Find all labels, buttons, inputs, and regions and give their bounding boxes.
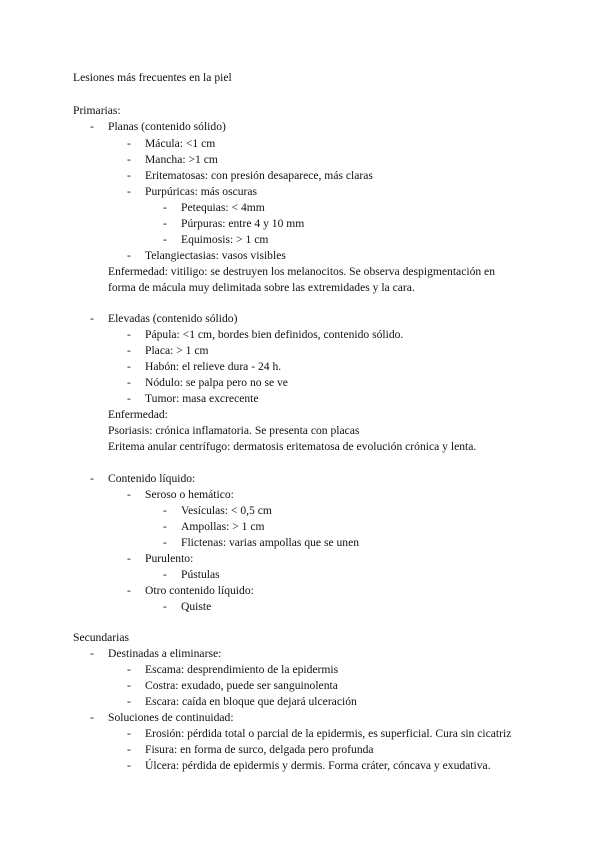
bullet-dash: - [127,249,131,262]
item-text: Placa: > 1 cm [145,344,209,357]
bullet-dash: - [127,552,131,565]
bullet-dash: - [127,344,131,357]
item-text: Mácula: <1 cm [145,137,216,150]
bullet-dash: - [127,679,131,692]
paragraph-line: Enfermedad: [108,408,168,421]
bullet-dash: - [127,695,131,708]
bullet-dash: - [127,584,131,597]
paragraph-line: forma de mácula muy delimitada sobre las extremidades y la cara. [108,281,415,294]
bullet-dash: - [127,360,131,373]
section-heading-primarias: Primarias: [73,104,121,117]
bullet-dash: - [127,743,131,756]
item-text: Quiste [181,600,212,613]
item-text: Tumor: masa excrecente [145,392,259,405]
item-text: Costra: exudado, puede ser sanguinolenta [145,679,338,692]
bullet-dash: - [90,647,94,660]
bullet-dash: - [127,185,131,198]
bullet-dash: - [127,663,131,676]
bullet-dash: - [127,153,131,166]
item-text: Pústulas [181,568,220,581]
bullet-dash: - [163,600,167,613]
bullet-dash: - [90,120,94,133]
item-text: Purpúricas: más oscuras [145,185,258,198]
bullet-dash: - [90,711,94,724]
bullet-dash: - [163,504,167,517]
paragraph-line: Eritema anular centrífugo: dermatosis eritematosa de evolución crónica y lenta. [108,440,477,453]
item-text: Pápula: <1 cm, bordes bien definidos, contenido sólido. [145,328,404,341]
bullet-dash: - [90,312,94,325]
item-text: Petequias: < 4mm [181,201,265,214]
item-label: Contenido líquido: [108,472,196,485]
item-label: Soluciones de continuidad: [108,711,234,724]
bullet-dash: - [127,137,131,150]
item-text: Habón: el relieve dura - 24 h. [145,360,282,373]
bullet-dash: - [163,568,167,581]
item-text: Seroso o hemático: [145,488,234,501]
item-text: Otro contenido líquido: [145,584,254,597]
bullet-dash: - [127,376,131,389]
bullet-dash: - [163,217,167,230]
document-title: Lesiones más frecuentes en la piel [73,71,232,84]
item-text: Telangiectasias: vasos visibles [145,249,286,262]
item-text: Vesículas: < 0,5 cm [181,504,272,517]
item-text: Escama: desprendimiento de la epidermis [145,663,339,676]
item-text: Ampollas: > 1 cm [181,520,265,533]
item-text: Purulento: [145,552,194,565]
item-text: Mancha: >1 cm [145,153,218,166]
bullet-dash: - [127,759,131,772]
bullet-dash: - [163,520,167,533]
bullet-dash: - [127,392,131,405]
bullet-dash: - [127,328,131,341]
bullet-dash: - [127,727,131,740]
paragraph-line: Psoriasis: crónica inflamatoria. Se presenta con placas [108,424,360,437]
bullet-dash: - [163,201,167,214]
section-heading-secundarias: Secundarias [73,631,130,644]
paragraph-line: Enfermedad: vitiligo: se destruyen los melanocitos. Se observa despigmentación en [108,265,496,278]
item-text: Nódulo: se palpa pero no se ve [145,376,288,389]
item-text: Fisura: en forma de surco, delgada pero profunda [145,743,374,756]
item-label: Elevadas (contenido sólido) [108,312,238,325]
item-label: Destinadas a eliminarse: [108,647,222,660]
item-text: Eritematosas: con presión desaparece, más claras [145,169,373,182]
item-text: Equimosis: > 1 cm [181,233,269,246]
bullet-dash: - [127,488,131,501]
item-text: Escara: caída en bloque que dejará ulceración [145,695,357,708]
bullet-dash: - [163,536,167,549]
item-label: Planas (contenido sólido) [108,120,226,133]
item-text: Púrpuras: entre 4 y 10 mm [181,217,305,230]
bullet-dash: - [163,233,167,246]
item-text: Erosión: pérdida total o parcial de la epidermis, es superficial. Cura sin cicatriz [145,727,512,740]
bullet-dash: - [127,169,131,182]
bullet-dash: - [90,472,94,485]
item-text: Flictenas: varias ampollas que se unen [181,536,360,549]
item-text: Úlcera: pérdida de epidermis y dermis. Forma cráter, cóncava y exudativa. [145,759,491,772]
